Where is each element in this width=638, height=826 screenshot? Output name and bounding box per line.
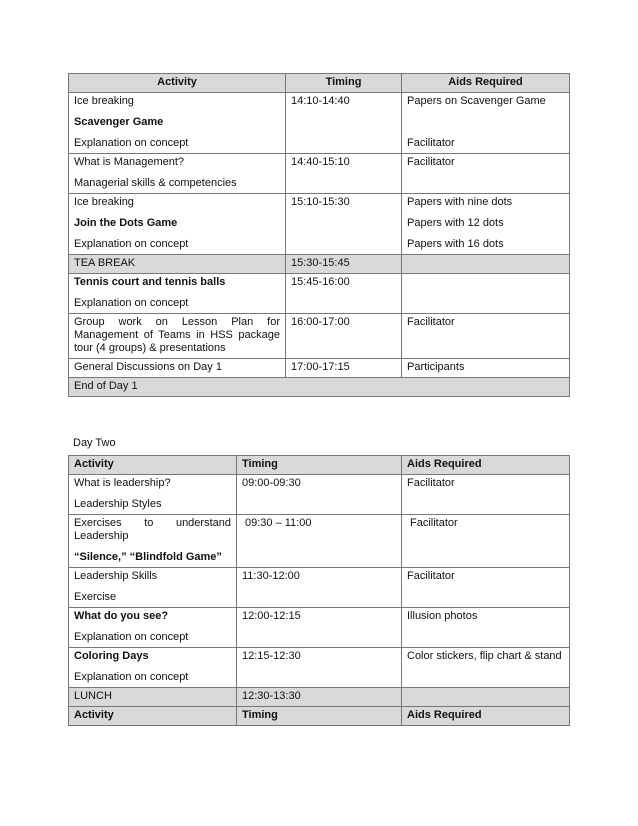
table-row-tea-break — [69, 255, 570, 274]
activity-text: Explanation on concept — [74, 238, 189, 250]
table-row — [69, 515, 570, 568]
activity-cell — [69, 154, 286, 194]
aids-cell — [402, 255, 570, 274]
activity-text: Scavenger Game — [74, 116, 164, 128]
header-aids: Aids Required — [402, 456, 570, 475]
activity-cell — [69, 274, 286, 314]
table-row — [69, 154, 570, 194]
header-timing: Timing — [237, 456, 402, 475]
aids-text: Papers with 16 dots — [407, 238, 504, 250]
day-two-schedule-table — [68, 455, 570, 726]
activity-cell — [69, 648, 237, 688]
activity-text: What is Management? — [74, 156, 185, 168]
activity-text: Ice breaking — [74, 95, 134, 107]
header-timing: Timing — [237, 707, 402, 726]
day-two-label: Day Two — [73, 437, 116, 449]
table-row — [69, 568, 570, 608]
activity-text: Managerial skills & competencies — [74, 177, 237, 189]
activity-text: Coloring Days — [74, 650, 149, 662]
timing-cell: 15:45-16:00 — [286, 274, 402, 314]
activity-cell — [69, 194, 286, 255]
header-activity: Activity — [69, 456, 237, 475]
header-activity: Activity — [69, 74, 286, 93]
table-header-row — [69, 456, 570, 475]
activity-cell — [69, 608, 237, 648]
timing-cell: 15:10-15:30 — [286, 194, 402, 255]
activity-cell: LUNCH — [69, 688, 237, 707]
activity-text: Explanation on concept — [74, 137, 189, 149]
header-timing: Timing — [286, 74, 402, 93]
activity-text: Exercises to understand Leadership — [74, 517, 231, 542]
table-row — [69, 194, 570, 255]
aids-cell: Participants — [402, 359, 570, 378]
timing-cell: 15:30-15:45 — [286, 255, 402, 274]
aids-cell — [402, 194, 570, 255]
table-row-lunch — [69, 688, 570, 707]
aids-cell: Facilitator — [402, 314, 570, 359]
aids-cell — [402, 93, 570, 154]
activity-text: What do you see? — [74, 610, 169, 622]
header-aids: Aids Required — [402, 74, 570, 93]
aids-text: Papers with 12 dots — [407, 217, 504, 229]
aids-cell — [402, 274, 570, 314]
timing-cell: 14:10-14:40 — [286, 93, 402, 154]
day-one-schedule-table — [68, 73, 570, 397]
table-row — [69, 608, 570, 648]
activity-text: Tennis court and tennis balls — [74, 276, 226, 288]
table-row — [69, 274, 570, 314]
table-row — [69, 93, 570, 154]
header-aids: Aids Required — [402, 707, 570, 726]
aids-text: Papers with nine dots — [407, 196, 513, 208]
activity-text: Explanation on concept — [74, 297, 189, 309]
activity-text: Explanation on concept — [74, 671, 189, 683]
activity-text: Leadership Skills — [74, 570, 158, 582]
end-of-day-cell: End of Day 1 — [69, 378, 570, 397]
activity-text: Ice breaking — [74, 196, 134, 208]
timing-cell: 09:00-09:30 — [237, 475, 402, 515]
timing-cell: 16:00-17:00 — [286, 314, 402, 359]
table-header-row — [69, 74, 570, 93]
timing-cell: 17:00-17:15 — [286, 359, 402, 378]
activity-text: Leadership Styles — [74, 498, 162, 510]
aids-text: Papers on Scavenger Game — [407, 95, 546, 107]
activity-cell: TEA BREAK — [69, 255, 286, 274]
activity-text: “Silence,” “Blindfold Game” — [74, 551, 222, 563]
activity-cell: General Discussions on Day 1 — [69, 359, 286, 378]
aids-cell: Illusion photos — [402, 608, 570, 648]
activity-text: Exercise — [74, 591, 117, 603]
activity-cell: Group work on Lesson Plan for Management of Teams in HSS package tour (4 groups) & presentations — [69, 314, 286, 359]
timing-cell: 14:40-15:10 — [286, 154, 402, 194]
header-activity: Activity — [69, 707, 237, 726]
table-row — [69, 314, 570, 359]
timing-cell: 12:15-12:30 — [237, 648, 402, 688]
table-row — [69, 648, 570, 688]
aids-cell: Facilitator — [402, 515, 570, 568]
timing-cell: 09:30 – 11:00 — [237, 515, 402, 568]
aids-cell — [402, 688, 570, 707]
timing-cell: 12:30-13:30 — [237, 688, 402, 707]
activity-cell — [69, 93, 286, 154]
aids-cell: Facilitator — [402, 475, 570, 515]
table-footer-header-row — [69, 707, 570, 726]
activity-cell — [69, 515, 237, 568]
table-row — [69, 359, 570, 378]
activity-text: Explanation on concept — [74, 631, 189, 643]
table-row-end-of-day — [69, 378, 570, 397]
activity-text: What is leadership? — [74, 477, 171, 489]
activity-cell — [69, 568, 237, 608]
table-row — [69, 475, 570, 515]
activity-cell — [69, 475, 237, 515]
timing-cell: 11:30-12:00 — [237, 568, 402, 608]
aids-cell: Facilitator — [402, 568, 570, 608]
aids-cell: Color stickers, flip chart & stand — [402, 648, 570, 688]
aids-cell: Facilitator — [402, 154, 570, 194]
activity-text: Join the Dots Game — [74, 217, 178, 229]
aids-text: Facilitator — [407, 137, 455, 149]
timing-cell: 12:00-12:15 — [237, 608, 402, 648]
